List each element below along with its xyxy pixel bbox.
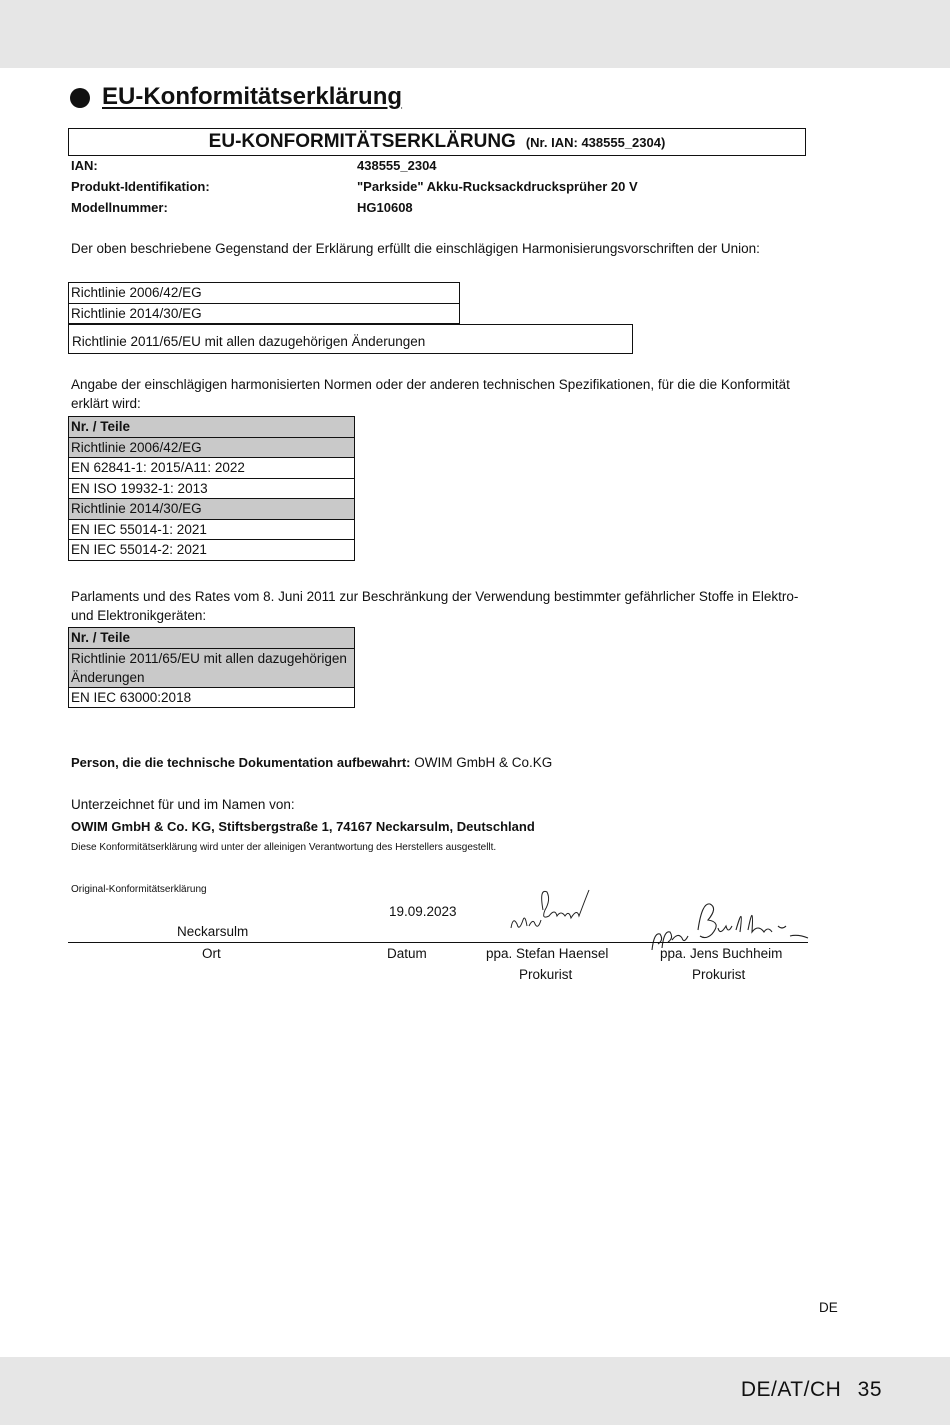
model-label: Modellnummer:: [71, 200, 168, 215]
table-header-row: [69, 417, 355, 438]
section-title: EU-Konformitätserklärung: [102, 83, 403, 110]
table-row: [69, 499, 355, 520]
intro-text: Der oben beschriebene Gegenstand der Erklärung erfüllt die einschlägigen Harmonisierungsvorschriften der Union:: [71, 241, 760, 256]
table-cell: Richtlinie 2014/30/EG: [69, 499, 355, 520]
table-row: [69, 478, 355, 499]
bullet-icon: [70, 88, 90, 108]
table-cell: Richtlinie 2006/42/EG: [69, 437, 355, 458]
date-caption: Datum: [387, 946, 427, 961]
declaration-header-box: [68, 128, 806, 156]
table-header-cell: Nr. / Teile: [69, 417, 355, 438]
company-address: OWIM GmbH & Co. KG, Stiftsbergstraße 1, 74167 Neckarsulm, Deutschland: [71, 819, 535, 834]
tech-doc-value: OWIM GmbH & Co.KG: [414, 755, 553, 770]
signer2-role: Prokurist: [692, 967, 746, 982]
language-tag: DE: [819, 1300, 838, 1315]
directive-cell: Richtlinie 2014/30/EG: [69, 303, 460, 324]
directive-box-rohs: [68, 324, 633, 354]
table-row: [69, 437, 355, 458]
top-band: [0, 0, 950, 68]
signature-haensel: [505, 880, 597, 946]
directive-row: [69, 283, 460, 304]
table-row: [69, 540, 355, 561]
table-header-row: [69, 628, 355, 649]
rohs-intro-line2: und Elektronikgeräten:: [71, 608, 207, 623]
table-row: [69, 648, 355, 687]
signer2-name: ppa. Jens Buchheim: [660, 946, 783, 961]
page-footer: [741, 1378, 882, 1402]
signature-line: [68, 942, 808, 943]
table-row: [69, 458, 355, 479]
rohs-table: [68, 627, 355, 708]
table-cell: EN ISO 19932-1: 2013: [69, 478, 355, 499]
table-header-cell: Nr. / Teile: [69, 628, 355, 649]
model-value: HG10608: [357, 200, 413, 215]
norms-intro-line2: erklärt wird:: [71, 396, 141, 411]
page-number: 35: [857, 1378, 882, 1401]
product-label: Produkt-Identifikation:: [71, 179, 210, 194]
table-cell: [69, 648, 355, 687]
signed-for-text: Unterzeichnet für und im Namen von:: [71, 797, 295, 812]
table-cell: EN IEC 55014-1: 2021: [69, 519, 355, 540]
directive-row: [69, 303, 460, 324]
original-label: Original-Konformitätserklärung: [71, 884, 207, 895]
table-row: [69, 519, 355, 540]
declaration-title: EU-KONFORMITÄTSERKLÄRUNG: [208, 131, 516, 152]
place-caption: Ort: [202, 946, 221, 961]
rohs-row-line2: Änderungen: [71, 669, 145, 685]
ian-value: 438555_2304: [357, 158, 437, 173]
signer1-name: ppa. Stefan Haensel: [486, 946, 609, 961]
responsibility-note: Diese Konformitätserklärung wird unter der alleinigen Verantwortung des Herstellers ausgestellt.: [71, 842, 497, 853]
declaration-number: (Nr. IAN: 438555_2304): [525, 134, 666, 150]
footer-countries: DE/AT/CH: [740, 1378, 842, 1401]
table-cell: EN IEC 63000:2018: [69, 687, 355, 708]
directives-table: [68, 282, 460, 324]
table-cell: EN IEC 55014-2: 2021: [69, 540, 355, 561]
product-value: "Parkside" Akku-Rucksackdrucksprüher 20 V: [357, 179, 638, 194]
ian-label: IAN:: [71, 158, 98, 173]
norms-intro-line1: Angabe der einschlägigen harmonisierten Normen oder der anderen technischen Spezifikationen, für die die Konformität: [71, 377, 790, 392]
directive-rohs-text: Richtlinie 2011/65/EU mit allen dazugehörigen Änderungen: [72, 334, 426, 349]
table-cell: EN 62841-1: 2015/A11: 2022: [69, 458, 355, 479]
tech-doc-label: Person, die die technische Dokumentation aufbewahrt:: [71, 755, 411, 770]
rohs-row-line1: Richtlinie 2011/65/EU mit allen dazugehörigen: [71, 650, 347, 666]
date-value: 19.09.2023: [389, 904, 457, 919]
norms-table: [68, 416, 355, 561]
place-value: Neckarsulm: [177, 924, 249, 939]
rohs-intro-line1: Parlaments und des Rates vom 8. Juni 2011 zur Beschränkung der Verwendung bestimmter gefährlicher Stoffe in Elektro-: [71, 589, 799, 604]
directive-cell: Richtlinie 2006/42/EG: [69, 283, 460, 304]
signer1-role: Prokurist: [519, 967, 573, 982]
table-row: [69, 687, 355, 708]
tech-doc-line: [71, 755, 552, 770]
